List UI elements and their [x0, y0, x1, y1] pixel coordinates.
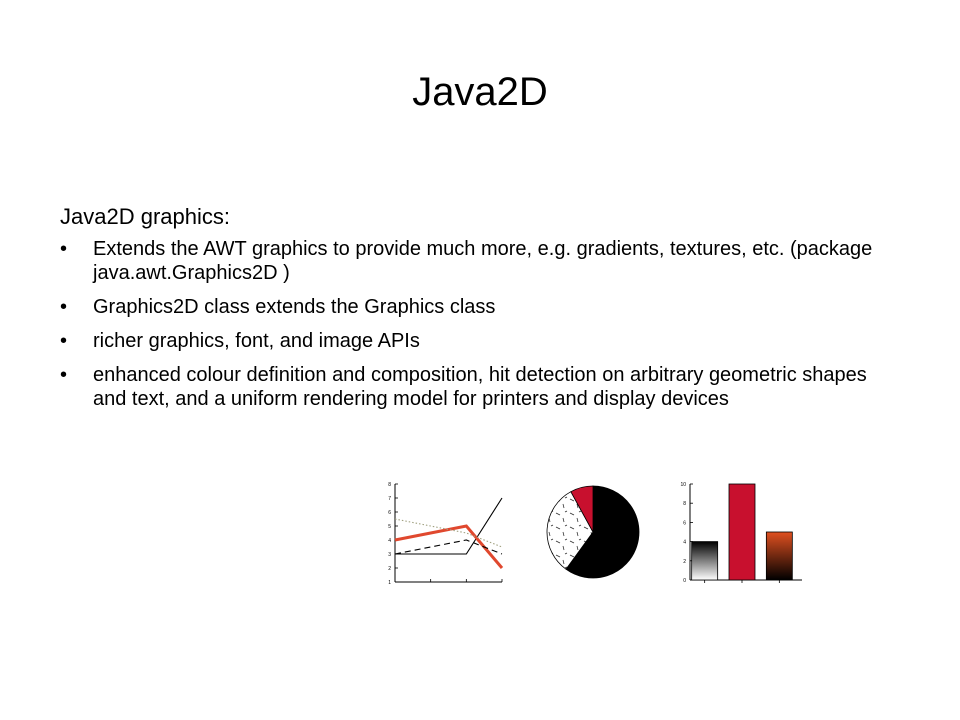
bullet-text: Extends the AWT graphics to provide much more, e.g. gradients, textures, etc. (package java.awt.Graphics2D ) [93, 238, 873, 284]
y-tick-label: 0 [683, 578, 686, 584]
y-tick-label: 4 [388, 538, 391, 544]
y-tick-label: 1 [388, 580, 391, 586]
y-tick-label: 6 [388, 510, 391, 516]
y-tick-label: 6 [683, 520, 686, 527]
bullet-item [60, 237, 900, 285]
bullet-text: richer graphics, font, and image APIs [93, 330, 420, 352]
bar-chart [676, 478, 806, 586]
bullet-icon: • [60, 330, 68, 352]
y-tick-label: 2 [683, 558, 686, 565]
bullet-icon: • [60, 296, 68, 318]
y-tick-label: 8 [388, 482, 391, 488]
line-chart [380, 478, 510, 590]
subheading: Java2D graphics: [60, 204, 230, 229]
y-tick-label: 8 [683, 501, 686, 508]
bullet-icon: • [60, 364, 68, 386]
y-tick-label: 7 [388, 496, 391, 502]
bullet-item [60, 329, 900, 353]
y-tick-label: 5 [388, 524, 391, 530]
bullet-item [60, 363, 900, 411]
bar [766, 532, 792, 580]
y-tick-label: 3 [388, 552, 391, 558]
bullet-list [60, 237, 900, 421]
y-tick-label: 10 [680, 482, 686, 488]
bar [729, 484, 755, 580]
slide-title: Java2D [412, 70, 548, 114]
bullet-icon: • [60, 238, 68, 260]
bullet-text: enhanced colour definition and composition, hit detection on arbitrary geometric shapes and text, and a uniform rendering model for printers and display devices [93, 364, 867, 410]
series-line [395, 526, 502, 568]
y-tick-label: 2 [388, 566, 391, 572]
bullet-item [60, 295, 900, 319]
series-line [395, 498, 502, 554]
bullet-text: Graphics2D class extends the Graphics class [93, 296, 496, 318]
bar [692, 542, 718, 580]
pie-chart [540, 482, 646, 582]
y-tick-label: 4 [683, 539, 686, 546]
